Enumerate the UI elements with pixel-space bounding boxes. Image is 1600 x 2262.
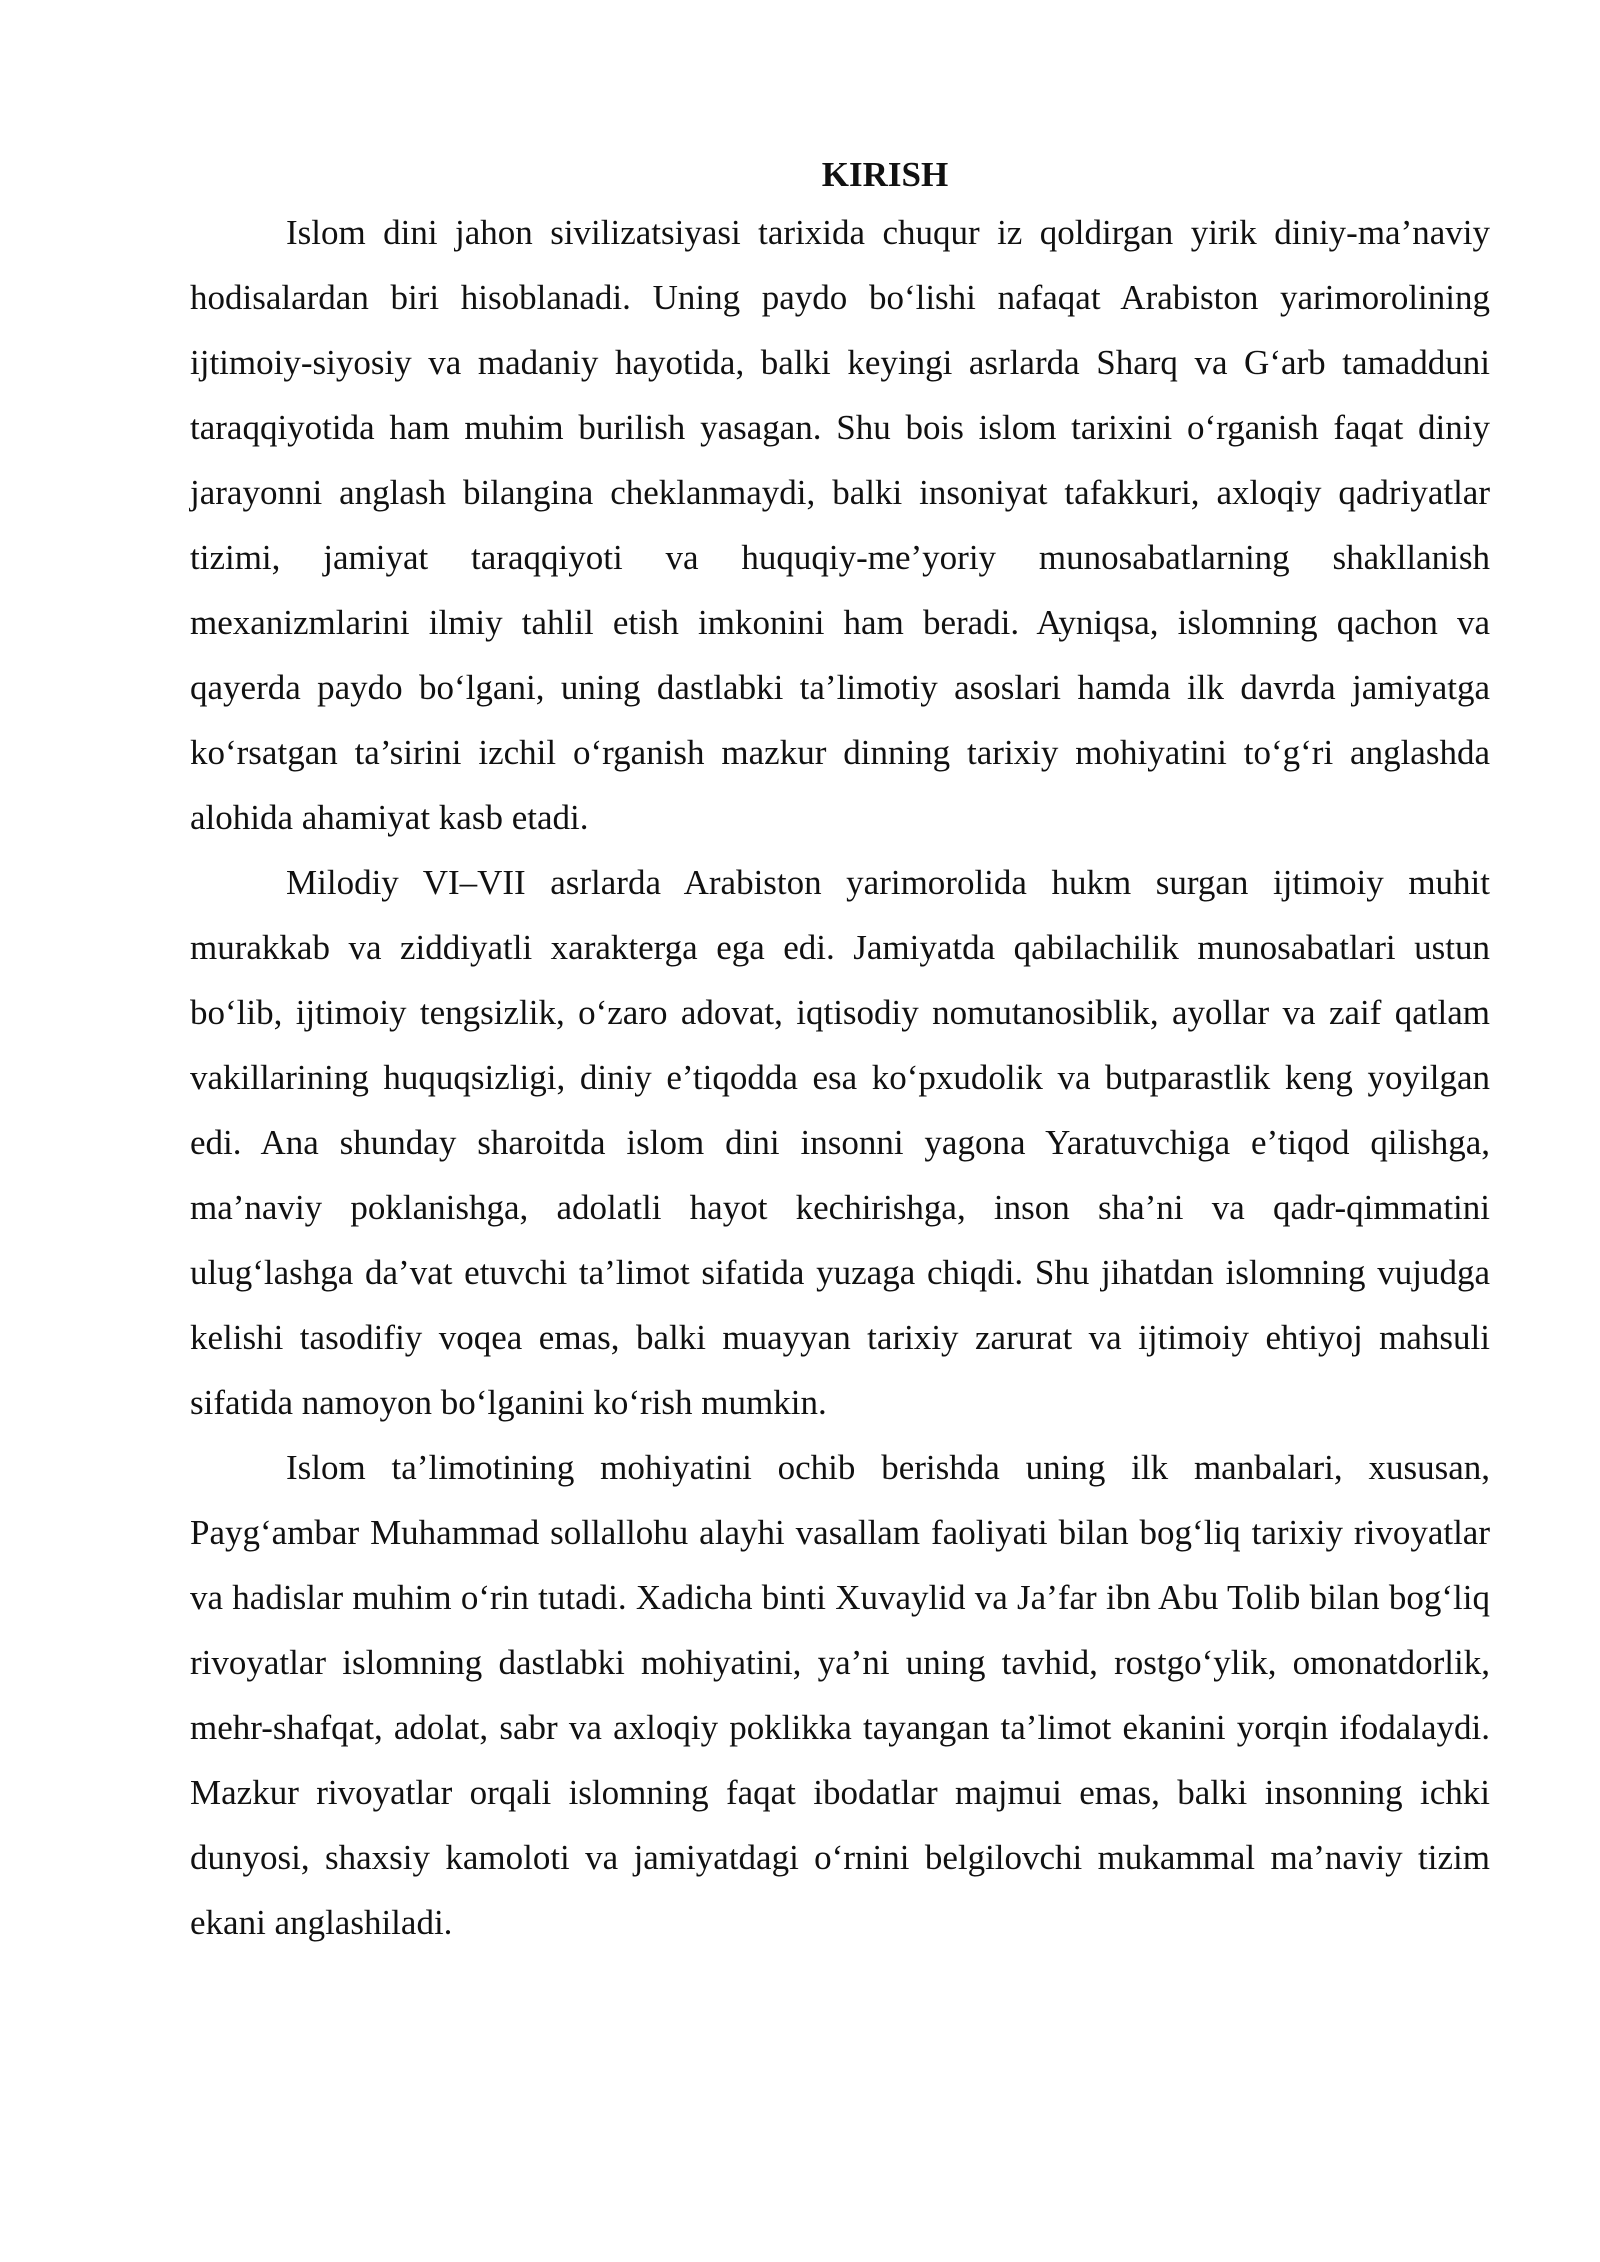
paragraph-3: Islom ta’limotining mohiyatini ochib berishda uning ilk manbalari, xususan, Payg‘ambar Muhammad sollallohu alayhi vasallam faoliyati bilan bog‘liq tarixiy rivoyatlar va hadislar muhim o‘rin tutadi. Xadicha binti Xuvaylid va Ja’far ibn Abu Tolib bilan bog‘liq rivoyatlar islomning dastlabki mohiyatini, ya’ni uning tavhid, rostgo‘ylik, omonatdorlik, mehr-shafqat, adolat, sabr va axloqiy poklikka tayangan ta’limot ekanini yorqin ifodalaydi. Mazkur rivoyatlar orqali islomning faqat ibodatlar majmui emas, balki insonning ichki dunyosi, shaxsiy kamoloti va jamiyatdagi o‘rnini belgilovchi mukammal ma’naviy tizim ekani anglashiladi. [190,1448,1490,1942]
paragraph-1: Islom dini jahon sivilizatsiyasi tarixida chuqur iz qoldirgan yirik diniy-ma’naviy hodisalardan biri hisoblanadi. Uning paydo bo‘lishi nafaqat Arabiston yarimorolining ijtimoiy-siyosiy va madaniy hayotida, balki keyingi asrlarda Sharq va G‘arb tamadduni taraqqiyotida ham muhim burilish yasagan. Shu bois islom tarixini o‘rganish faqat diniy jarayonni anglash bilangina cheklanmaydi, balki insoniyat tafakkuri, axloqiy qadriyatlar tizimi, jamiyat taraqqiyoti va huquqiy-me’yoriy munosabatlarning shakllanish mexanizmlarini ilmiy tahlil etish imkonini ham beradi. Ayniqsa, islomning qachon va qayerda paydo bo‘lgani, uning dastlabki ta’limotiy asoslari hamda ilk davrda jamiyatga ko‘rsatgan ta’sirini izchil o‘rganish mazkur dinning tarixiy mohiyatini to‘g‘ri anglashda alohida ahamiyat kasb etadi. [190,213,1490,837]
page-title: KIRISH [821,155,949,194]
paragraph-2: Milodiy VI–VII asrlarda Arabiston yarimorolida hukm surgan ijtimoiy muhit murakkab va ziddiyatli xarakterga ega edi. Jamiyatda qabilachilik munosabatlari ustun bo‘lib, ijtimoiy tengsizlik, o‘zaro adovat, iqtisodiy nomutanosiblik, ayollar va zaif qatlam vakillarining huquqsizligi, diniy e’tiqodda esa ko‘pxudolik va butparastlik keng yoyilgan edi. Ana shunday sharoitda islom dini insonni yagona Yaratuvchiga e’tiqod qilishga, ma’naviy poklanishga, adolatli hayot kechirishga, inson sha’ni va qadr-qimmatini ulug‘lashga da’vat etuvchi ta’limot sifatida yuzaga chiqdi. Shu jihatdan islomning vujudga kelishi tasodifiy voqea emas, balki muayyan tarixiy zarurat va ijtimoiy ehtiyoj mahsuli sifatida namoyon bo‘lganini ko‘rish mumkin. [190,863,1490,1422]
